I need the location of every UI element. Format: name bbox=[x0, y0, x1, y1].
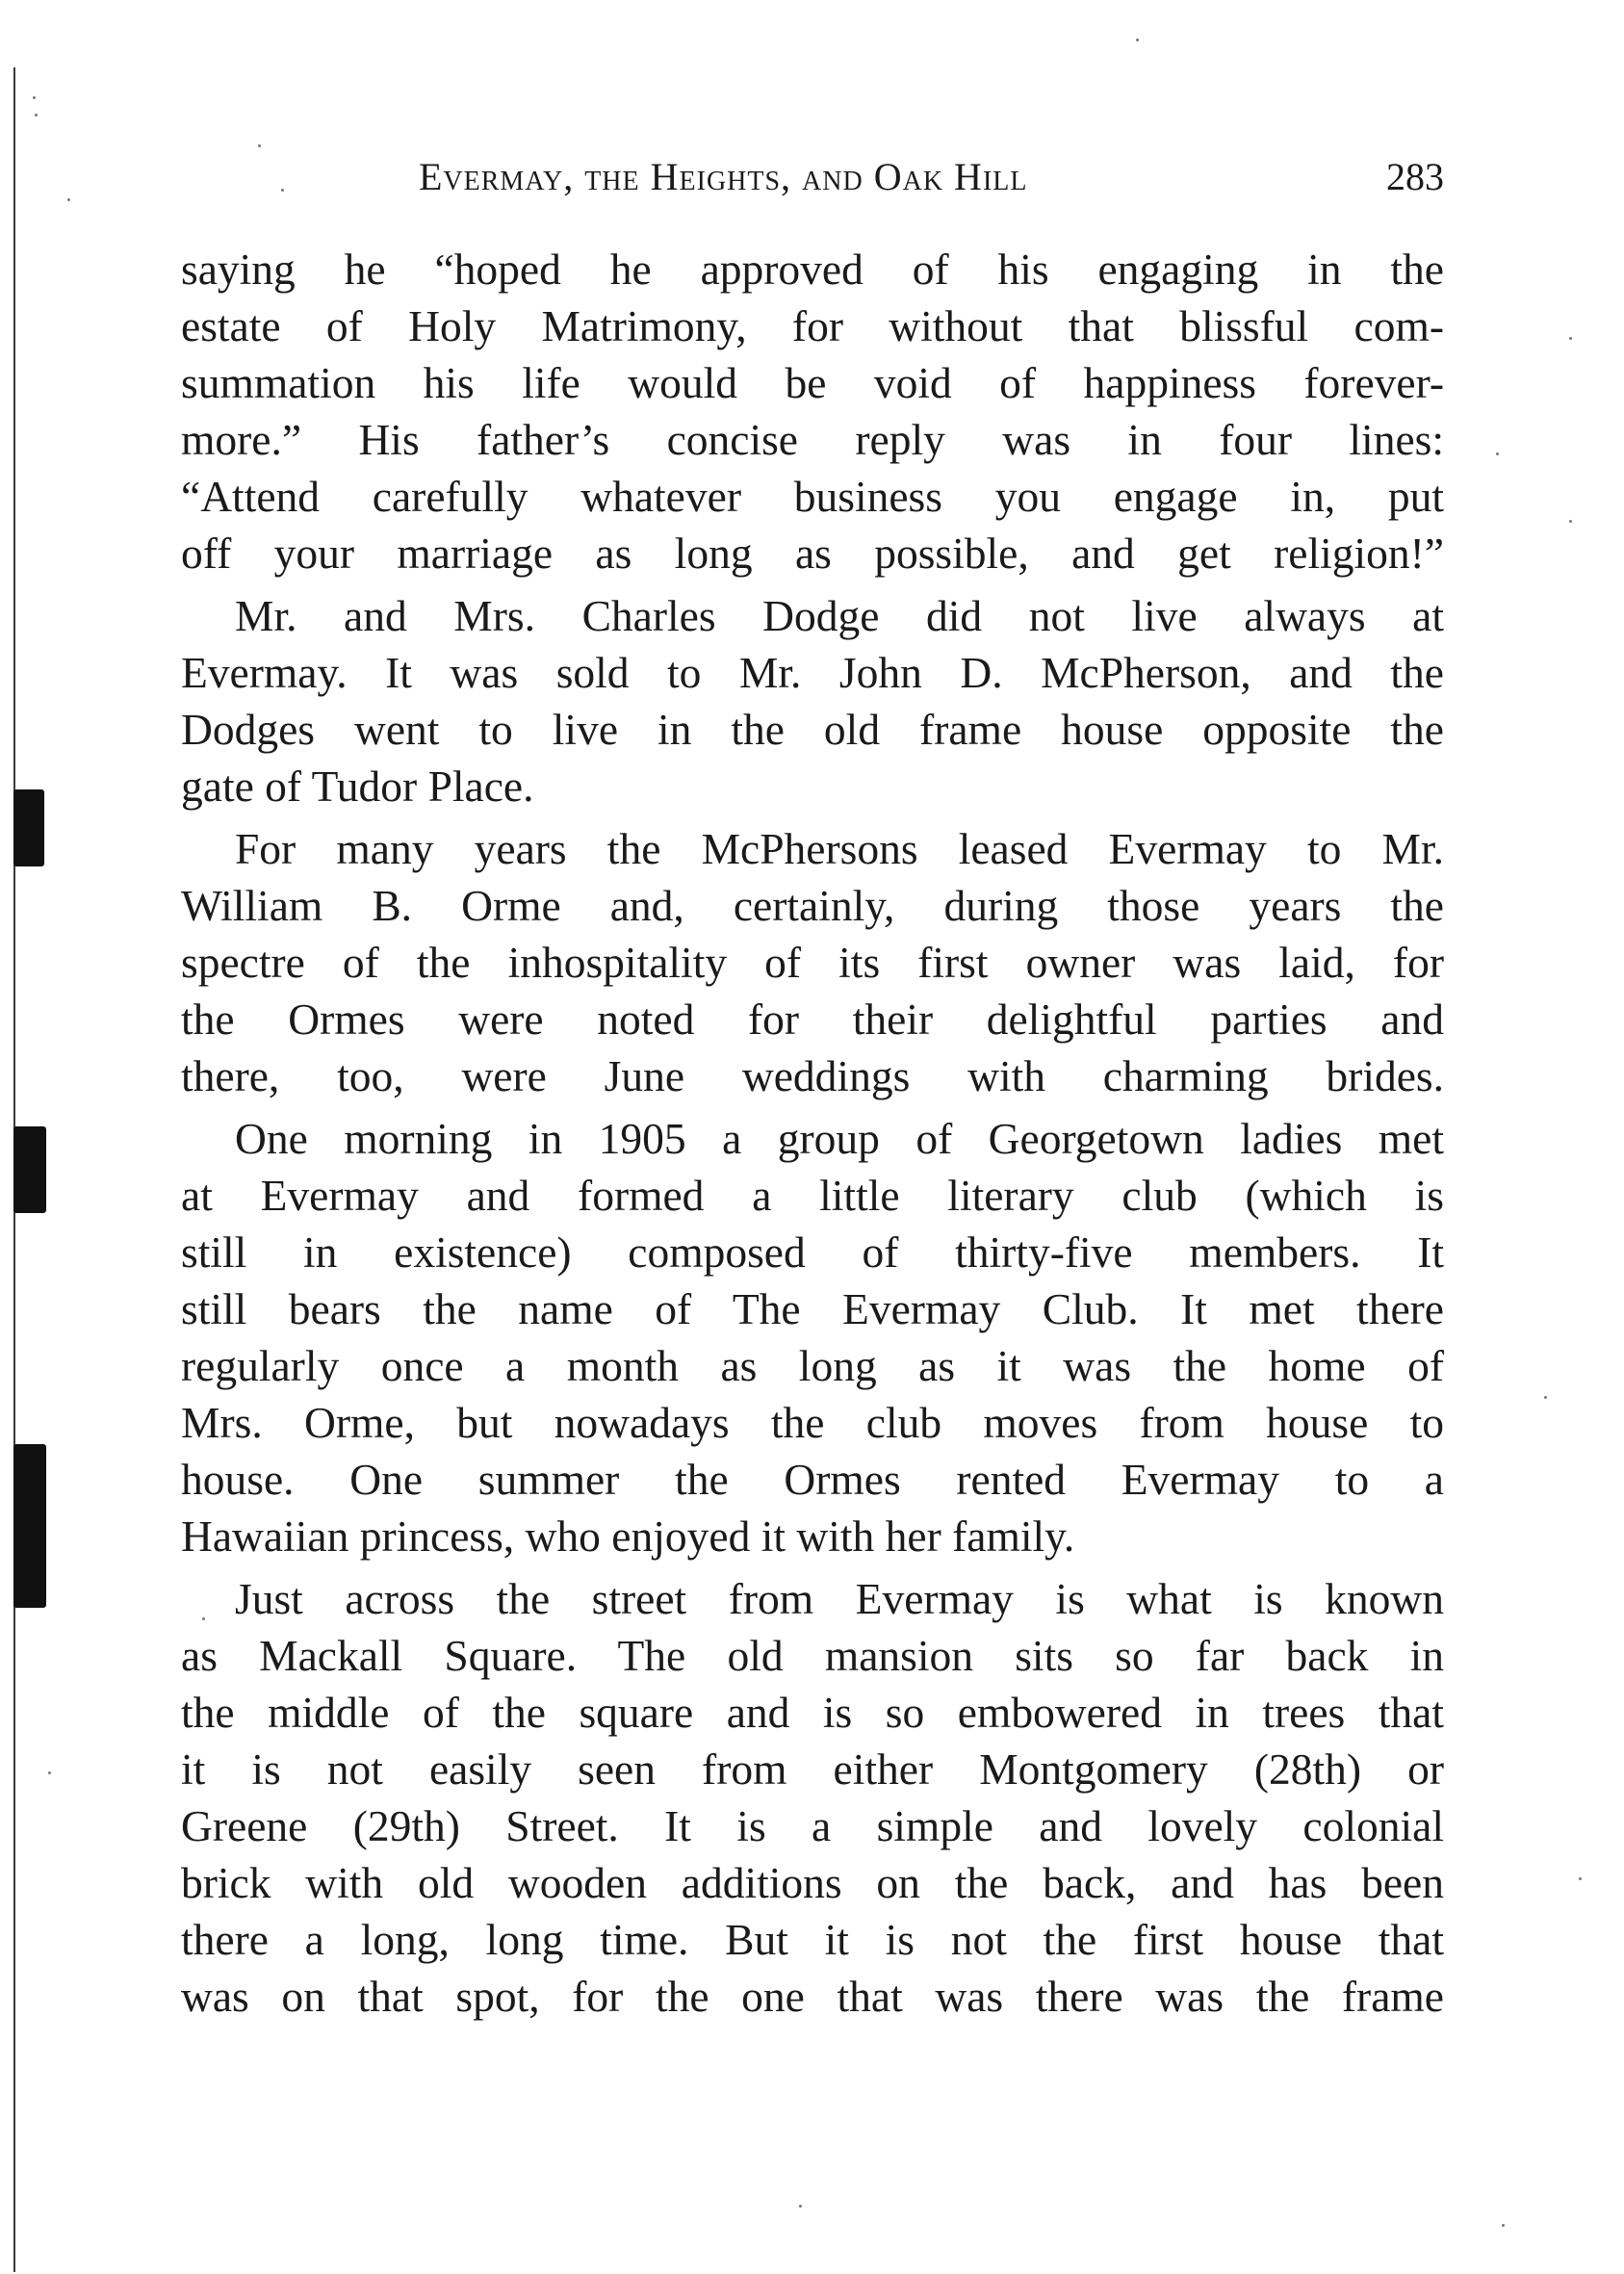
running-head bbox=[183, 154, 1444, 212]
text-line: brick with old wooden additions on the back, and has been bbox=[181, 1858, 1444, 1907]
text-line: Just across the street from Evermay is what is known bbox=[235, 1574, 1444, 1623]
paragraph bbox=[181, 820, 1444, 1104]
scan-speck bbox=[1579, 1877, 1582, 1880]
scan-speck bbox=[1502, 2224, 1505, 2227]
scan-speck bbox=[1496, 452, 1499, 455]
paragraph bbox=[181, 241, 1444, 581]
body-text bbox=[181, 241, 1444, 2030]
text-line: Hawaiian princess, who enjoyed it with her family. bbox=[181, 1512, 1075, 1561]
paragraph bbox=[181, 1110, 1444, 1564]
text-line: gate of Tudor Place. bbox=[181, 762, 534, 811]
text-line: “Attend carefully whatever business you engage in, put bbox=[181, 472, 1444, 521]
text-line: Mrs. Orme, but nowadays the club moves from house to bbox=[181, 1398, 1444, 1447]
scan-speck bbox=[1544, 1396, 1547, 1399]
text-line: at Evermay and formed a little literary club (which is bbox=[181, 1171, 1444, 1220]
text-line: Dodges went to live in the old frame house opposite the bbox=[181, 705, 1444, 754]
text-line: was on that spot, for the one that was there was the frame bbox=[181, 1972, 1444, 2021]
text-line: it is not easily seen from either Montgomery (28th) or bbox=[181, 1744, 1444, 1794]
text-line: Mr. and Mrs. Charles Dodge did not live always at bbox=[235, 591, 1444, 640]
text-line: more.” His father’s concise reply was in four lines: bbox=[181, 415, 1444, 464]
scan-speck bbox=[33, 96, 36, 99]
text-line: off your marriage as long as possible, and get religion!” bbox=[181, 529, 1444, 578]
text-line: For many years the McPhersons leased Evermay to Mr. bbox=[235, 824, 1444, 873]
text-line: One morning in 1905 a group of Georgetown ladies met bbox=[235, 1114, 1444, 1163]
binding-mark bbox=[13, 1444, 46, 1608]
scan-speck bbox=[1569, 337, 1572, 340]
text-line: summation his life would be void of happiness forever- bbox=[181, 358, 1444, 407]
text-line: Greene (29th) Street. It is a simple and lovely colonial bbox=[181, 1801, 1444, 1850]
running-title: Evermay, the Heights, and Oak Hill bbox=[419, 155, 1028, 198]
scan-speck bbox=[799, 2205, 802, 2208]
paragraph bbox=[181, 587, 1444, 814]
text-line: William B. Orme and, certainly, during those years the bbox=[181, 881, 1444, 930]
text-line: as Mackall Square. The old mansion sits so far back in bbox=[181, 1631, 1444, 1680]
paragraph bbox=[181, 1570, 1444, 2025]
text-line: saying he “hoped he approved of his engaging in the bbox=[181, 245, 1444, 294]
text-line: house. One summer the Ormes rented Evermay to a bbox=[181, 1455, 1444, 1504]
scan-speck bbox=[258, 144, 261, 147]
scan-speck bbox=[1569, 520, 1572, 523]
text-line: estate of Holy Matrimony, for without that blissful com- bbox=[181, 301, 1444, 350]
scan-speck bbox=[35, 114, 38, 116]
text-line: there a long, long time. But it is not the first house that bbox=[181, 1915, 1444, 1964]
binding-mark bbox=[13, 1126, 46, 1213]
scan-speck bbox=[48, 1771, 51, 1774]
text-line: the middle of the square and is so embowered in trees that bbox=[181, 1688, 1444, 1737]
scan-speck bbox=[1136, 39, 1139, 41]
text-line: regularly once a month as long as it was the home of bbox=[181, 1341, 1444, 1390]
text-line: the Ormes were noted for their delightful parties and bbox=[181, 995, 1444, 1044]
text-line: still in existence) composed of thirty-five members. It bbox=[181, 1227, 1444, 1277]
text-line: Evermay. It was sold to Mr. John D. McPherson, and the bbox=[181, 648, 1444, 697]
text-line: spectre of the inhospitality of its first owner was laid, for bbox=[181, 938, 1444, 987]
text-line: still bears the name of The Evermay Club. It met there bbox=[181, 1284, 1444, 1333]
page-number: 283 bbox=[1386, 155, 1444, 198]
text-line: there, too, were June weddings with charming brides. bbox=[181, 1051, 1444, 1100]
binding-mark bbox=[13, 789, 44, 866]
scan-speck bbox=[67, 198, 70, 201]
